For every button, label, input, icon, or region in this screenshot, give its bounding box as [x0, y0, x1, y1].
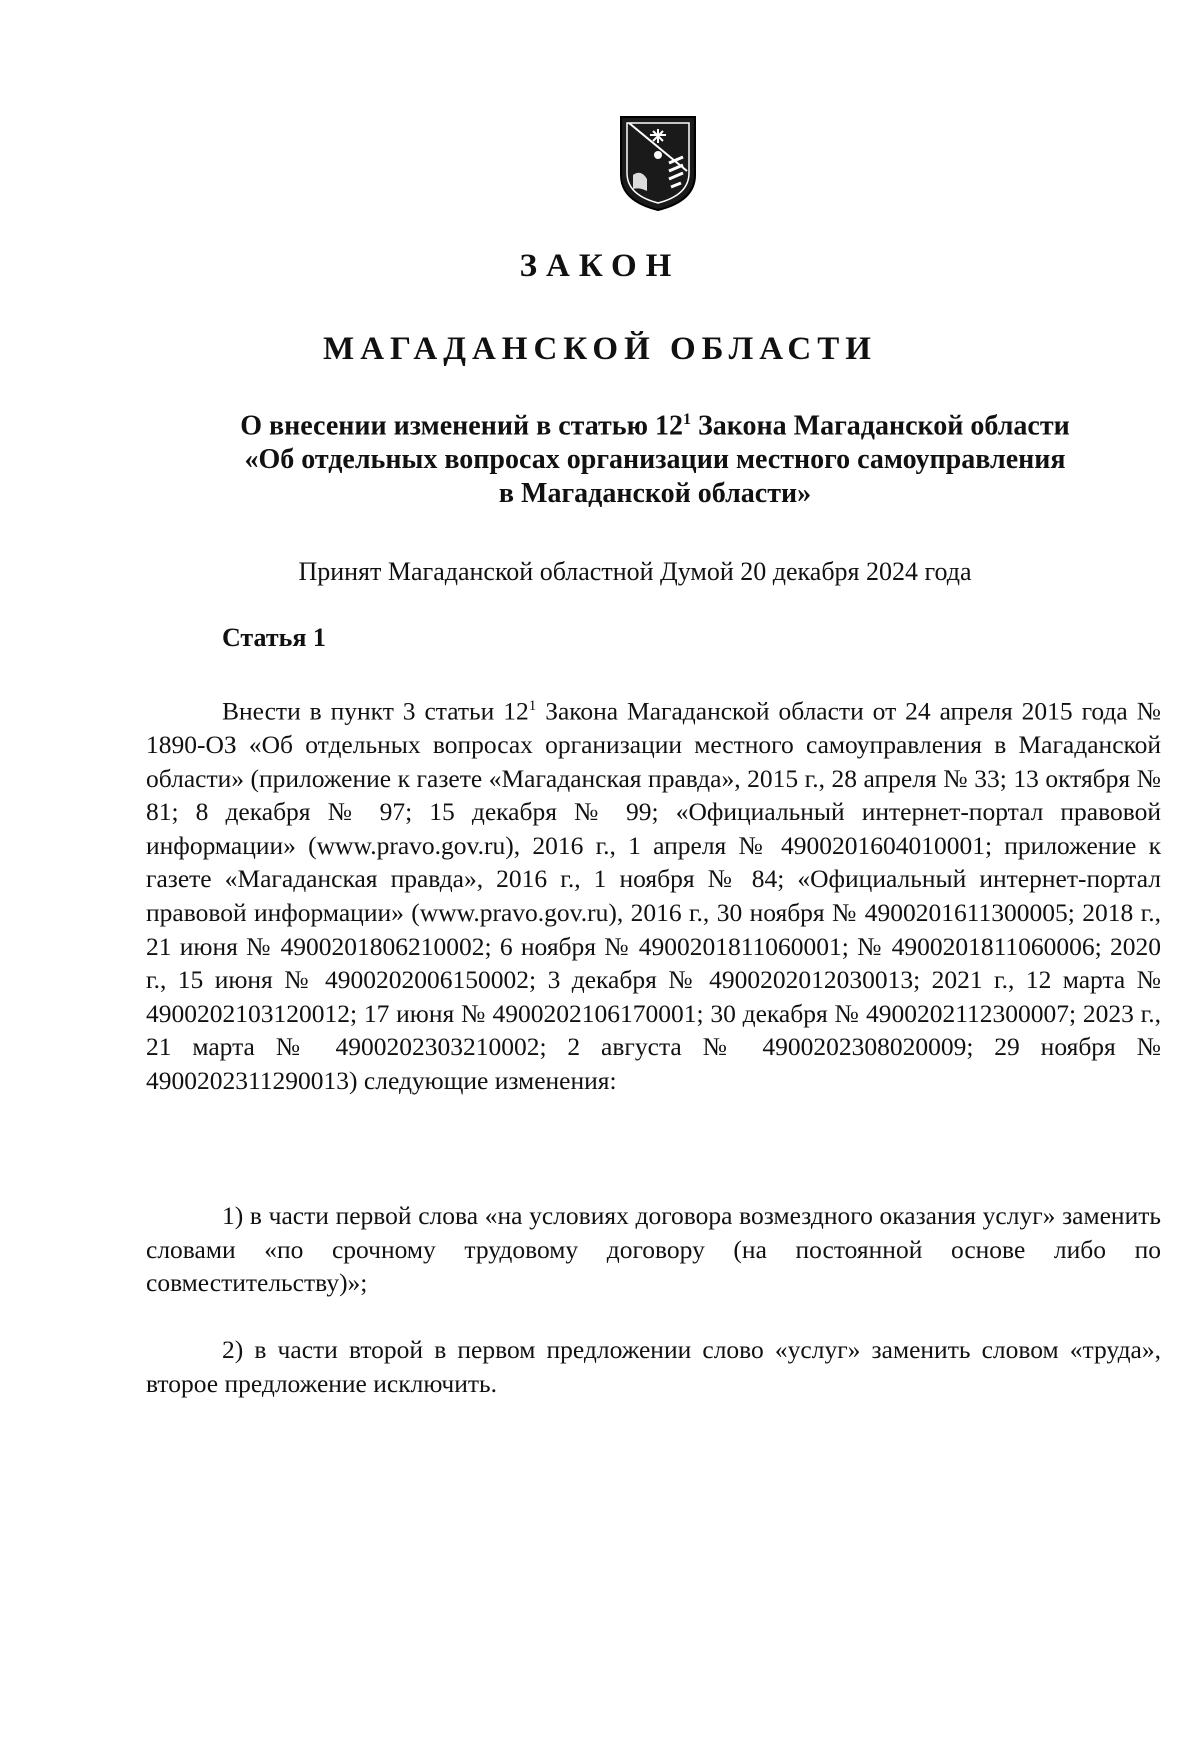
article-intro-paragraph: [146, 690, 1161, 1098]
document-title: ЗАКОН: [519, 248, 681, 284]
intro-pre: Внести в пункт 3 статьи 12: [222, 696, 529, 726]
region-title: МАГАДАНСКОЙ ОБЛАСТИ: [323, 331, 877, 367]
law-subject: [140, 403, 1170, 511]
subject-line-3: в Магаданской области»: [498, 478, 812, 510]
subject-line-1-sup: 1: [682, 411, 691, 428]
subject-line-1-pre: О внесении изменений в статью 12: [240, 410, 683, 442]
intro-sup: 1: [528, 698, 537, 714]
subject-line-2: «Об отдельных вопросах организации местного самоуправления: [244, 444, 1066, 476]
subject-line-1-post: Закона Магаданской области: [690, 410, 1070, 442]
subject-line-1: [140, 403, 1170, 443]
amendment-item-2: 2) в части второй в первом предложении слово «услуг» заменить словом «труда», второе предложение исключить.: [146, 1335, 1161, 1398]
coat-of-arms-icon: [617, 113, 699, 213]
adoption-note: Принят Магаданской областной Думой 20 декабря 2024 года: [298, 557, 972, 586]
article-heading: Статья 1: [222, 623, 326, 652]
intro-post: Закона Магаданской области от 24 апреля 2015 года № 1890-ОЗ «Об отдельных вопросах организации местного самоуправления в Магаданской области» (приложение к газете «Магаданская правда», 2015 г., 28 апреля № 33; 13 октября № 81; 8 декабря № 97; 15 декабря № 99; «Официальный интернет-портал правовой информации» (www.pravo.gov.ru), 2016 г., 1 апреля № 4900201604010001; приложение к газете «Магаданская правда», 2016 г., 1 ноября № 84; «Официальный интернет-портал правовой информации» (www.pravo.gov.ru), 2016 г., 30 ноября № 4900201611300005; 2018 г., 21 июня № 4900201806210002; 6 ноября № 4900201811060001; № 4900201811060006; 2020 г., 15 июня № 4900202006150002; 3 декабря № 4900202012030013; 2021 г., 12 марта № 4900202103120012; 17 июня № 4900202106170001; 30 декабря № 4900202112300007; 2023 г., 21 марта № 4900202303210002; 2 августа № 4900202308020009; 29 ноября № 4900202311290013) следующие изменения:: [146, 696, 1161, 1096]
amendment-item-1: 1) в части первой слова «на условиях договора возмездного оказания услуг» заменить словами «по срочному трудовому договору (на постоянной основе либо по совместительству)»;: [146, 1201, 1161, 1298]
